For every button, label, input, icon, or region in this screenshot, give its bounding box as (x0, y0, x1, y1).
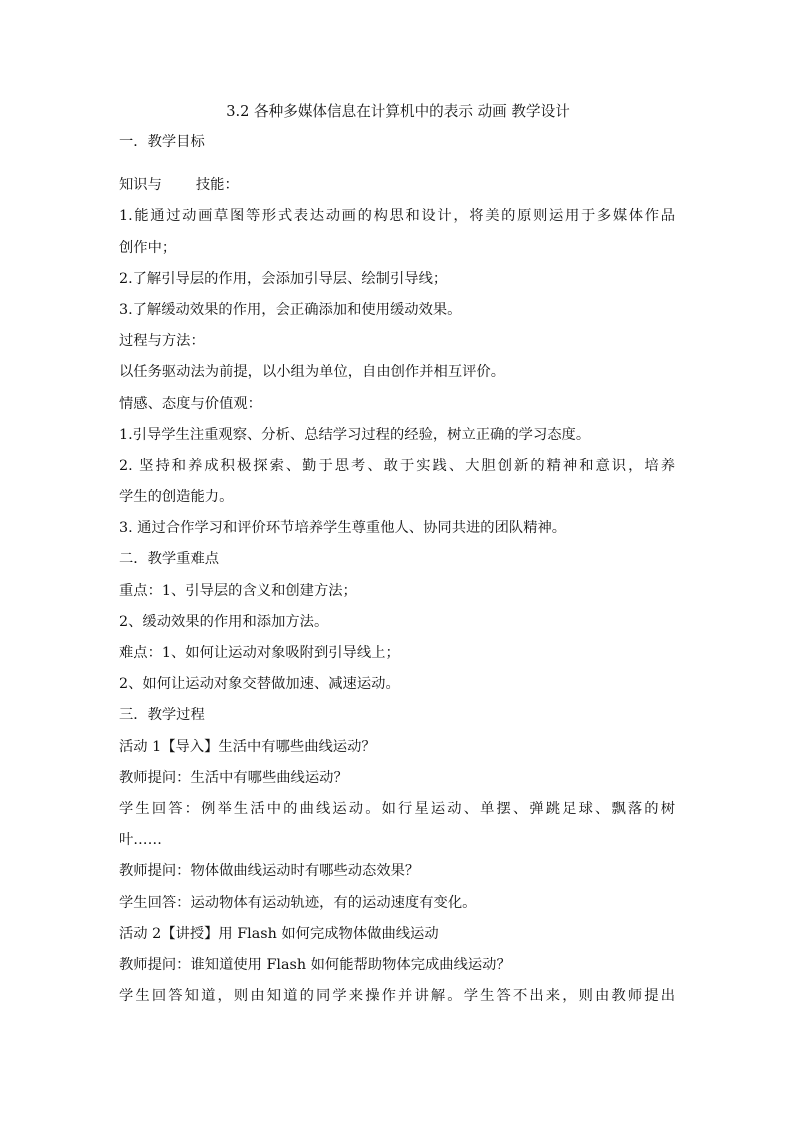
paragraph-line: 教师提问：物体做曲线运动时有哪些动态效果？ (119, 863, 420, 880)
paragraph-line: 学生回答：例举生活中的曲线运动。如行星运动、单摆、弹跳足球、飘落的树 (119, 800, 675, 817)
subsection-knowledge-part1: 知识与 (119, 177, 162, 194)
paragraph-line: 学生的创造能力。 (119, 489, 234, 506)
activity-title: 活动 1【导入】生活中有哪些曲线运动？ (119, 738, 376, 755)
subsection-knowledge-part2: 技能： (195, 177, 239, 194)
paragraph-line: 创作中； (119, 239, 177, 256)
subsection-emotion-attitude-values: 情感、态度与价值观： (119, 395, 262, 412)
subsection-process-method: 过程与方法： (119, 333, 205, 350)
paragraph-line: 2、如何让运动对象交替做加速、减速运动。 (119, 676, 400, 693)
paragraph-line: 难点：1、如何让运动对象吸附到引导线上； (119, 645, 400, 661)
activity-title: 活动 2【讲授】用 Flash 如何完成物体做曲线运动 (119, 925, 439, 942)
paragraph-line: 以任务驱动法为前提，以小组为单位，自由创作并相互评价。 (119, 364, 506, 381)
section-heading-objectives: 一．教学目标 (119, 134, 205, 150)
paragraph-line: 叶…… (119, 832, 162, 849)
paragraph-line: 学生回答：运动物体有运动轨迹，有的运动速度有变化。 (119, 894, 477, 911)
paragraph-line: 重点：1、引导层的含义和创建方法； (119, 582, 357, 599)
paragraph-line: 教师提问：谁知道使用 Flash 如何能帮助物体完成曲线运动？ (119, 956, 511, 973)
paragraph-line: 1.能通过动画草图等形式表达动画的构思和设计，将美的原则运用于多媒体作品 (119, 208, 675, 225)
paragraph-line: 学生回答知道，则由知道的同学来操作并讲解。学生答不出来，则由教师提出 (119, 988, 675, 1005)
paragraph-line: 3. 通过合作学习和评价环节培养学生尊重他人、协同共进的团队精神。 (119, 520, 567, 537)
section-heading-teaching-process: 三．教学过程 (119, 707, 205, 724)
paragraph-line: 2. 坚持和养成积极探索、勤于思考、敢于实践、大胆创新的精神和意识，培养 (119, 457, 675, 474)
paragraph-line: 教师提问：生活中有哪些曲线运动？ (119, 769, 348, 786)
section-heading-key-difficult: 二．教学重难点 (119, 551, 220, 568)
paragraph-line: 2、缓动效果的作用和添加方法。 (119, 613, 329, 630)
document-title: 3.2 各种多媒体信息在计算机中的表示 动画 教学设计 (226, 103, 570, 120)
paragraph-line: 2.了解引导层的作用，会添加引导层、绘制引导线； (119, 270, 448, 287)
spacer (119, 158, 675, 170)
paragraph-line: 3.了解缓动效果的作用，会正确添加和使用缓动效果。 (119, 301, 462, 318)
paragraph-line: 1.引导学生注重观察、分析、总结学习过程的经验，树立正确的学习态度。 (119, 426, 591, 443)
subsection-knowledge-skills (119, 170, 675, 201)
document-body (119, 96, 675, 1012)
